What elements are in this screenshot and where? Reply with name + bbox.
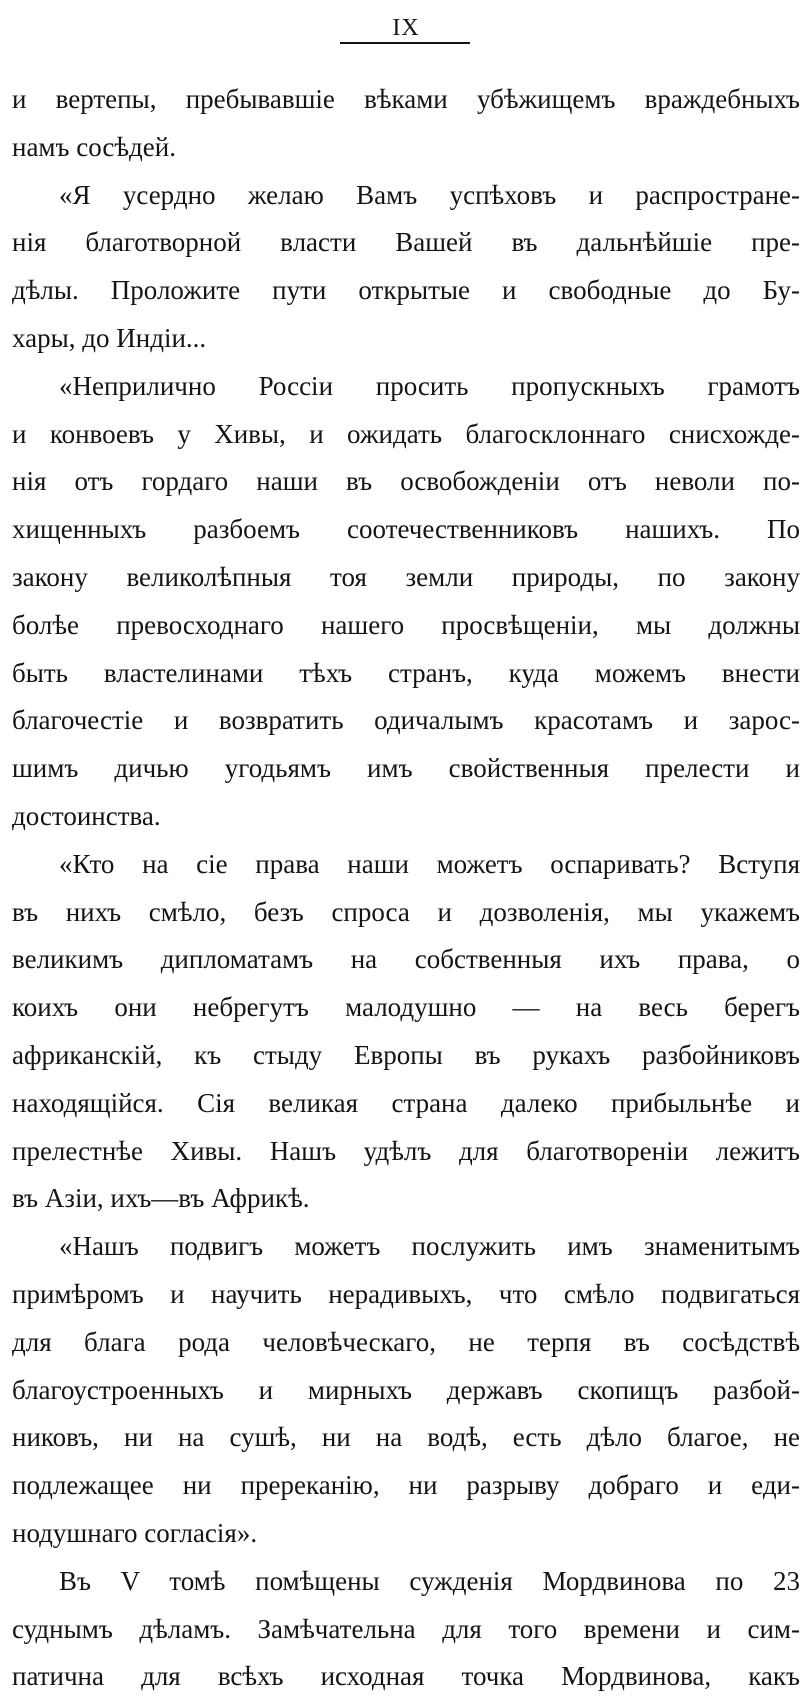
text-line: суднымъ дѣламъ. Замѣчательна для того времени и сим- — [12, 1613, 800, 1644]
text-line: въ Азіи, ихъ—въ Африкѣ. — [12, 1183, 310, 1214]
text-line: «Я усердно желаю Вамъ успѣховъ и распростране- — [59, 179, 800, 210]
text-line: нодушнаго согласія». — [12, 1517, 258, 1548]
text-line: хары, до Индіи... — [12, 322, 207, 353]
page-header — [0, 14, 812, 42]
text-line: «Нашъ подвигъ можетъ послужить имъ знаменитымъ — [59, 1231, 800, 1262]
text-line: болѣе превосходнаго нашего просвѣщеніи, мы должны — [12, 609, 800, 640]
text-line: великимъ дипломатамъ на собственныя ихъ права, о — [12, 944, 800, 975]
text-line: находящійся. Сія великая страна далеко прибыльнѣе и — [12, 1087, 800, 1118]
header-rule — [340, 42, 470, 44]
text-line: Въ V томѣ помѣщены сужденія Мордвинова по 23 — [59, 1565, 800, 1596]
text-line: подлежащее ни пререканію, ни разрыву добраго и еди- — [12, 1470, 800, 1501]
text-line: для блага рода человѣческаго, не терпя въ сосѣдствѣ — [12, 1326, 800, 1357]
page-number: IX — [392, 15, 420, 41]
text-line: и вертепы, пребывавшіе вѣками убѣжищемъ враждебныхъ — [12, 84, 800, 114]
text-line: хищенныхъ разбоемъ соотечественниковъ нашихъ. По — [12, 514, 800, 545]
text-line: патична для всѣхъ исходная точка Мордвинова, какъ — [12, 1661, 800, 1692]
text-line: нія отъ гордаго наши въ освобожденіи отъ неволи по- — [12, 466, 800, 497]
text-line: благочестіе и возвратить одичалымъ красотамъ и зарос- — [12, 705, 800, 736]
text-line: «Кто на сіе права наши можетъ оспаривать? Вступя — [59, 848, 800, 879]
text-line: въ нихъ смѣло, безъ спроса и дозволенія, мы укажемъ — [12, 896, 800, 927]
text-line: нія благотворной власти Вашей въ дальнѣйшіе пре- — [12, 227, 800, 258]
text-line: достоинства. — [12, 800, 161, 831]
text-line: и конвоевъ у Хивы, и ожидать благосклоннаго снисхожде- — [12, 418, 800, 449]
text-line: африканскій, къ стыду Европы въ рукахъ разбойниковъ — [12, 1039, 800, 1070]
text-line: никовъ, ни на сушѣ, ни на водѣ, есть дѣло благое, не — [12, 1422, 800, 1453]
text-line: шимъ дичью угодьямъ имъ свойственныя прелести и — [12, 753, 800, 784]
text-line: быть властелинами тѣхъ странъ, куда можемъ внести — [12, 657, 800, 688]
text-line: «Неприлично Россіи просить пропускныхъ грамотъ — [59, 370, 800, 401]
text-line: коихъ они небрегутъ малодушно — на весь берегъ — [12, 992, 800, 1023]
text-line: примѣромъ и научить нерадивыхъ, что смѣло подвигаться — [12, 1278, 800, 1309]
text-line: дѣлы. Проложите пути открытые и свободные до Бу- — [12, 275, 800, 306]
text-line: прелестнѣе Хивы. Нашъ удѣлъ для благотвореніи лежитъ — [12, 1135, 800, 1166]
text-line: намъ сосѣдей. — [12, 131, 176, 162]
body-text — [12, 76, 800, 1701]
text-line: благоустроенныхъ и мирныхъ державъ скопищъ разбой- — [12, 1374, 800, 1405]
text-line: закону великолѣпныя тоя земли природы, по закону — [12, 561, 800, 592]
